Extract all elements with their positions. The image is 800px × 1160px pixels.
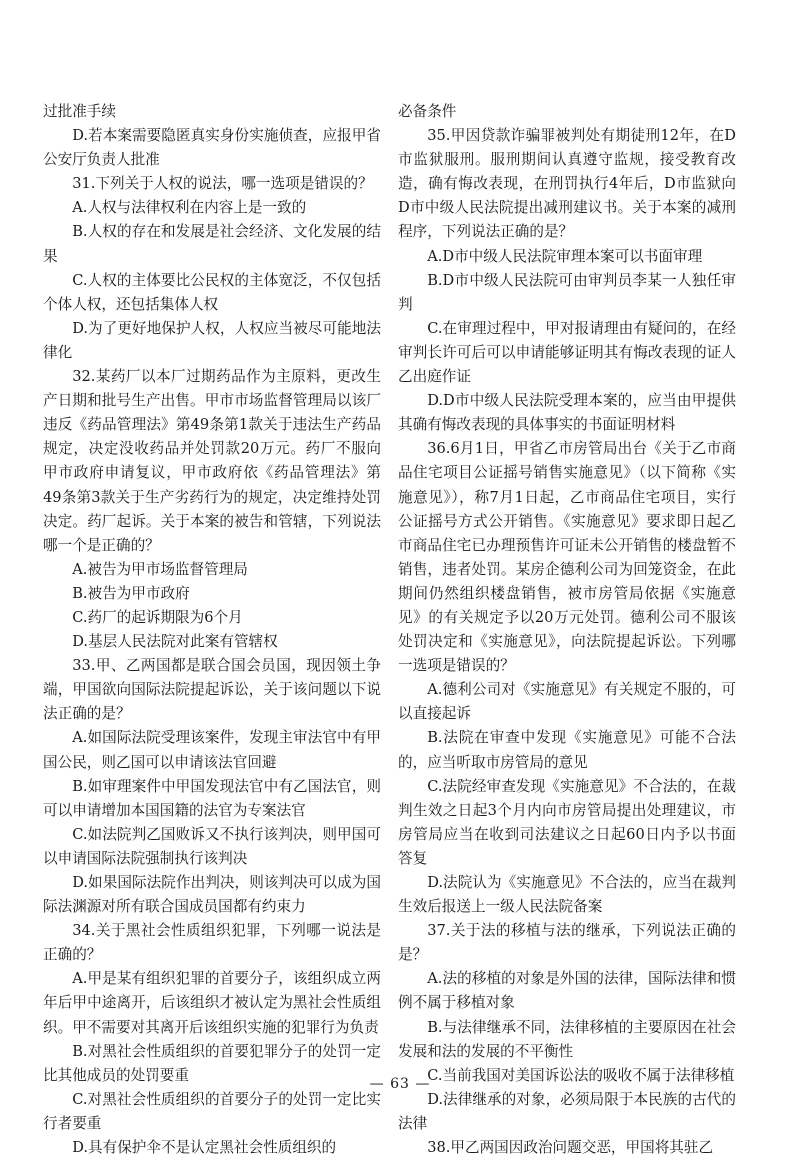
paragraph: C.对黑社会性质组织的首要分子的处罚一定比实行者要重	[43, 1090, 381, 1132]
paragraph: D.基层人民法院对此案有管辖权	[72, 633, 278, 651]
paragraph: A.人权与法律权利在内容上是一致的	[72, 199, 307, 217]
paragraph: A.如国际法院受理该案件，发现主审法官中有甲国公民，则乙国可以申请该法官回避	[43, 729, 381, 771]
paragraph: 31.下列关于人权的说法，哪一选项是错误的？	[72, 175, 373, 193]
paragraph: 38.甲乙两国因政治问题交恶，甲国将其驻乙	[427, 1139, 714, 1157]
paragraph: 过批准手续	[43, 103, 116, 120]
paragraph: C.如法院判乙国败诉又不执行该判决，则甲国可以申请国际法院强制执行该判决	[43, 825, 381, 867]
paragraph: 37.关于法的移植与法的继承，下列说法正确的是？	[398, 922, 736, 964]
paragraph: B.人权的存在和发展是社会经济、文化发展的结果	[43, 223, 381, 265]
paragraph: B.如审理案件中甲国发现法官中有乙国法官，则可以申请增加本国国籍的法官为专案法官	[43, 777, 381, 819]
paragraph: 34.关于黑社会性质组织犯罪，下列哪一说法是正确的？	[43, 922, 381, 964]
paragraph: 36.6月1日，甲省乙市房管局出台《关于乙市商品住宅项目公证摇号销售实施意见》（以下简称《实施意见》），称7月1日起，乙市商品住宅项目，实行公证摇号方式公开销售。《实施意见》要求即日起乙市商品住宅已办理预售许可证未公开销售的楼盘暂不销售，违者处罚。某房企德利公司为回笼资金，在此期间仍然组织楼盘销售，被市房管局依据《实施意见》的有关规定予以20万元处罚。德利公司不服该处罚决定和《实施意见》，向法院提起诉讼。下列哪一选项是错误的？	[398, 440, 736, 675]
paragraph: A.甲是某有组织犯罪的首要分子，该组织成立两年后甲中途离开，后该组织才被认定为黑社会性质组织。甲不需要对其离开后该组织实施的犯罪行为负责	[43, 970, 381, 1036]
paragraph: C.在审理过程中，甲对报请理由有疑问的，在经审判长许可后可以申请能够证明其有悔改表现的证人乙出庭作证	[398, 319, 736, 386]
paragraph: A.被告为甲市场监督管理局	[72, 560, 248, 578]
paragraph: C.药厂的起诉期限为6个月	[72, 608, 243, 626]
paragraph: C.当前我国对美国诉讼法的吸收不属于法律移植	[427, 1066, 735, 1084]
paragraph: D.为了更好地保护人权，人权应当被尽可能地法律化	[43, 319, 381, 361]
paragraph: 32.某药厂以本厂过期药品作为主原料，更改生产日期和批号生产出售。甲市市场监督管理局以该厂违反《药品管理法》第49条第1款关于违法生产药品规定，决定没收药品并处罚款20万元。药厂不服向甲市政府申请复议，甲市政府依《药品管理法》第49条第3款关于生产劣药行为的规定，决定维持处罚决定。药厂起诉。关于本案的被告和管辖，下列说法哪一个是正确的？	[43, 368, 381, 554]
paragraph: D.若本案需要隐匿真实身份实施侦查，应报甲省公安厅负责人批准	[43, 127, 381, 169]
paragraph: B.与法律继承不同，法律移植的主要原因在社会发展和法的发展的不平衡性	[398, 1018, 736, 1060]
paragraph: D.法律继承的对象，必须局限于本民族的古代的法律	[398, 1090, 736, 1132]
paragraph: D.如果国际法院作出判决，则该判决可以成为国际法渊源对所有联合国成员国都有约束力	[43, 874, 381, 916]
paragraph: 33.甲、乙两国都是联合国会员国，现因领土争端，甲国欲向国际法院提起诉讼，关于该问题以下说法正确的是？	[43, 657, 381, 723]
paragraph: D.法院认为《实施意见》不合法的，应当在裁判生效后报送上一级人民法院备案	[398, 874, 736, 916]
paragraph: B.D市中级人民法院可由审判员李某一人独任审判	[398, 271, 736, 313]
paragraph: B.对黑社会性质组织的首要犯罪分子的处罚一定比其他成员的处罚要重	[43, 1042, 381, 1084]
paragraph: A.法的移植的对象是外国的法律，国际法律和惯例不属于移植对象	[398, 970, 736, 1012]
left-column	[43, 100, 381, 1160]
paragraph: D.具有保护伞不是认定黑社会性质组织的	[72, 1139, 337, 1157]
paragraph: 必备条件	[398, 103, 457, 120]
paragraph: A.D市中级人民法院审理本案可以书面审理	[427, 247, 703, 265]
paragraph: 35.甲因贷款诈骗罪被判处有期徒刑12年，在D市监狱服刑。服刑期间认真遵守监规，接受教育改造，确有悔改表现，在刑罚执行4年后，D市监狱向D市中级人民法院提出减刑建议书。关于本案的减刑程序，下列说法正确的是？	[398, 127, 736, 241]
paragraph: B.法院在审查中发现《实施意见》可能不合法的，应当听取市房管局的意见	[398, 729, 736, 771]
paragraph: B.被告为甲市政府	[72, 584, 190, 602]
page-number: — 63 —	[369, 1076, 431, 1092]
paragraph: C.人权的主体要比公民权的主体宽泛，不仅包括个体人权，还包括集体人权	[43, 271, 381, 313]
paragraph: A.德利公司对《实施意见》有关规定不服的，可以直接起诉	[398, 681, 736, 723]
paragraph: C.法院经审查发现《实施意见》不合法的，在裁判生效之日起3个月内向市房管局提出处理建议，市房管局应当在收到司法建议之日起60日内予以书面答复	[398, 777, 736, 867]
right-column	[398, 100, 736, 1160]
paragraph: D.D市中级人民法院受理本案的，应当由甲提供其确有悔改表现的具体事实的书面证明材料	[398, 392, 736, 434]
